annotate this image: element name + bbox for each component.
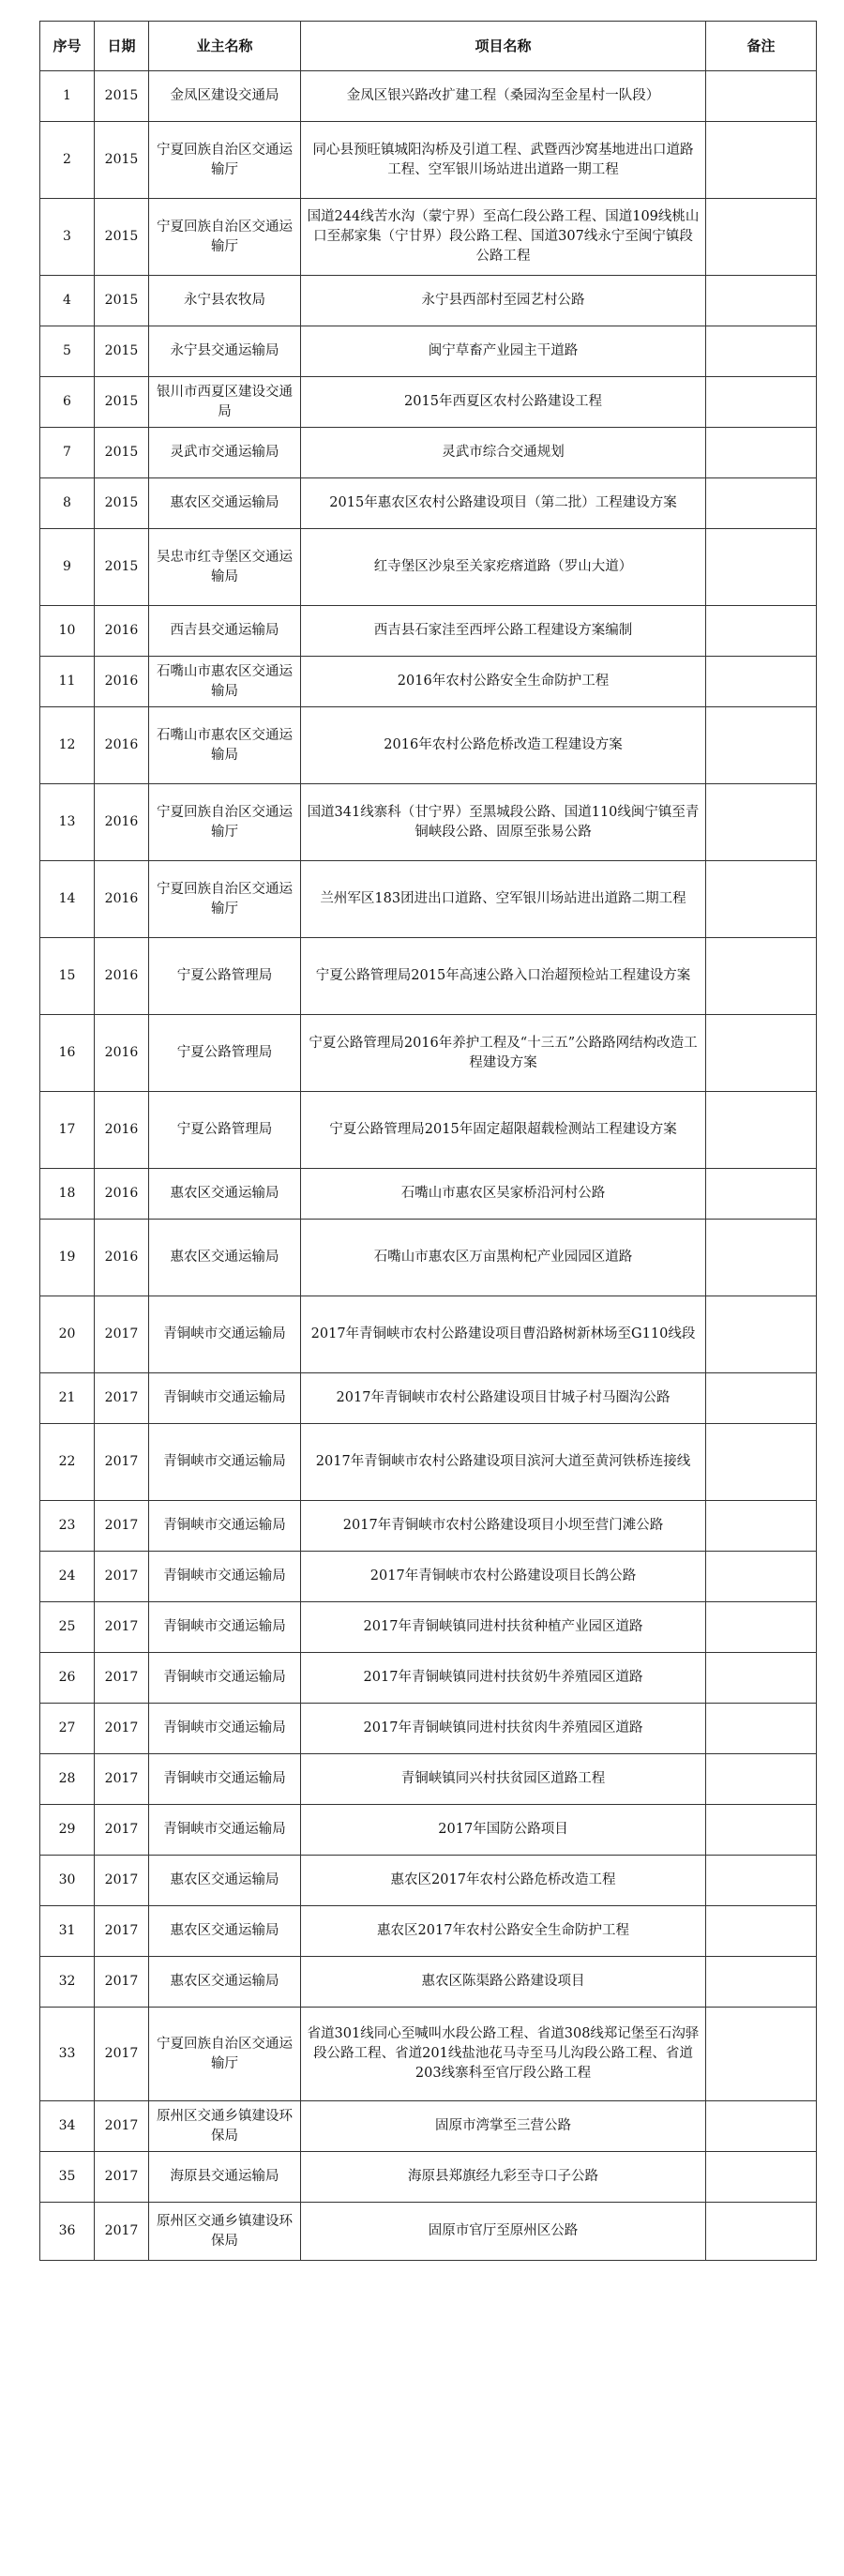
table-row [40, 276, 817, 326]
date-cell: 2017 [95, 1754, 149, 1805]
project-name-cell: 国道341线寨科（甘宁界）至黑城段公路、国道110线闽宁镇至青铜峡段公路、固原至张易公路 [301, 784, 706, 861]
table-row [40, 199, 817, 276]
remarks-cell [706, 1552, 817, 1602]
remarks-cell [706, 1092, 817, 1169]
table-row [40, 861, 817, 938]
serial-number-cell: 13 [40, 784, 95, 861]
remarks-cell [706, 707, 817, 784]
table-row [40, 1373, 817, 1424]
date-cell: 2016 [95, 1220, 149, 1296]
project-name-cell: 宁夏公路管理局2016年养护工程及“十三五”公路路网结构改造工程建设方案 [301, 1015, 706, 1092]
serial-number-cell: 25 [40, 1602, 95, 1653]
remarks-cell [706, 1602, 817, 1653]
table-body [40, 71, 817, 2261]
serial-number-cell: 32 [40, 1957, 95, 2008]
table-row [40, 784, 817, 861]
owner-name-cell: 青铜峡市交通运输局 [149, 1704, 301, 1754]
date-cell: 2017 [95, 2101, 149, 2152]
owner-name-cell: 原州区交通乡镇建设环保局 [149, 2101, 301, 2152]
project-name-cell: 省道301线同心至喊叫水段公路工程、省道308线郑记堡至石沟驿段公路工程、省道201线盐池花马寺至马儿沟段公路工程、省道203线寨科至官厅段公路工程 [301, 2008, 706, 2101]
date-cell: 2015 [95, 71, 149, 122]
serial-number-cell: 28 [40, 1754, 95, 1805]
date-cell: 2017 [95, 1805, 149, 1856]
serial-number-cell: 27 [40, 1704, 95, 1754]
project-name-cell: 海原县郑旗经九彩至寺口子公路 [301, 2152, 706, 2203]
date-cell: 2016 [95, 1015, 149, 1092]
table-row [40, 1906, 817, 1957]
table-row [40, 1754, 817, 1805]
table-row [40, 2008, 817, 2101]
table-row [40, 1653, 817, 1704]
remarks-cell [706, 276, 817, 326]
owner-name-cell: 海原县交通运输局 [149, 2152, 301, 2203]
project-name-cell: 2017年青铜峡镇同进村扶贫奶牛养殖园区道路 [301, 1653, 706, 1704]
header-date: 日期 [95, 22, 149, 71]
serial-number-cell: 34 [40, 2101, 95, 2152]
date-cell: 2017 [95, 2203, 149, 2261]
owner-name-cell: 惠农区交通运输局 [149, 1957, 301, 2008]
owner-name-cell: 原州区交通乡镇建设环保局 [149, 2203, 301, 2261]
table-row [40, 1957, 817, 2008]
date-cell: 2017 [95, 1296, 149, 1373]
header-row [40, 22, 817, 71]
serial-number-cell: 30 [40, 1856, 95, 1906]
remarks-cell [706, 657, 817, 707]
project-name-cell: 闽宁草畜产业园主干道路 [301, 326, 706, 377]
owner-name-cell: 石嘴山市惠农区交通运输局 [149, 657, 301, 707]
date-cell: 2017 [95, 2152, 149, 2203]
project-name-cell: 2016年农村公路危桥改造工程建设方案 [301, 707, 706, 784]
serial-number-cell: 7 [40, 428, 95, 478]
project-name-cell: 石嘴山市惠农区万亩黑枸杞产业园园区道路 [301, 1220, 706, 1296]
serial-number-cell: 16 [40, 1015, 95, 1092]
table-row [40, 529, 817, 606]
remarks-cell [706, 326, 817, 377]
table-row [40, 1220, 817, 1296]
date-cell: 2017 [95, 1602, 149, 1653]
serial-number-cell: 23 [40, 1501, 95, 1552]
table-row [40, 2152, 817, 2203]
table-row [40, 1805, 817, 1856]
serial-number-cell: 3 [40, 199, 95, 276]
owner-name-cell: 银川市西夏区建设交通局 [149, 377, 301, 428]
project-name-cell: 兰州军区183团进出口道路、空军银川场站进出道路二期工程 [301, 861, 706, 938]
serial-number-cell: 9 [40, 529, 95, 606]
owner-name-cell: 青铜峡市交通运输局 [149, 1552, 301, 1602]
header-serial-number: 序号 [40, 22, 95, 71]
table-row [40, 478, 817, 529]
owner-name-cell: 惠农区交通运输局 [149, 1169, 301, 1220]
remarks-cell [706, 122, 817, 199]
project-name-cell: 惠农区2017年农村公路安全生命防护工程 [301, 1906, 706, 1957]
date-cell: 2016 [95, 784, 149, 861]
serial-number-cell: 8 [40, 478, 95, 529]
table-row [40, 1092, 817, 1169]
table-row [40, 657, 817, 707]
table-row [40, 1856, 817, 1906]
serial-number-cell: 26 [40, 1653, 95, 1704]
header-project-name: 项目名称 [301, 22, 706, 71]
serial-number-cell: 33 [40, 2008, 95, 2101]
serial-number-cell: 2 [40, 122, 95, 199]
date-cell: 2017 [95, 1957, 149, 2008]
date-cell: 2015 [95, 529, 149, 606]
date-cell: 2017 [95, 1501, 149, 1552]
date-cell: 2016 [95, 1092, 149, 1169]
table-row [40, 707, 817, 784]
owner-name-cell: 青铜峡市交通运输局 [149, 1424, 301, 1501]
date-cell: 2015 [95, 326, 149, 377]
remarks-cell [706, 2152, 817, 2203]
table-row [40, 1015, 817, 1092]
owner-name-cell: 青铜峡市交通运输局 [149, 1602, 301, 1653]
project-name-cell: 2015年惠农区农村公路建设项目（第二批）工程建设方案 [301, 478, 706, 529]
remarks-cell [706, 1653, 817, 1704]
project-name-cell: 宁夏公路管理局2015年固定超限超载检测站工程建设方案 [301, 1092, 706, 1169]
owner-name-cell: 青铜峡市交通运输局 [149, 1754, 301, 1805]
serial-number-cell: 21 [40, 1373, 95, 1424]
project-name-cell: 灵武市综合交通规划 [301, 428, 706, 478]
date-cell: 2015 [95, 276, 149, 326]
owner-name-cell: 永宁县交通运输局 [149, 326, 301, 377]
date-cell: 2015 [95, 122, 149, 199]
owner-name-cell: 青铜峡市交通运输局 [149, 1373, 301, 1424]
project-name-cell: 固原市湾掌至三营公路 [301, 2101, 706, 2152]
project-name-cell: 永宁县西部村至园艺村公路 [301, 276, 706, 326]
table-row [40, 71, 817, 122]
table-row [40, 1602, 817, 1653]
owner-name-cell: 惠农区交通运输局 [149, 478, 301, 529]
serial-number-cell: 11 [40, 657, 95, 707]
serial-number-cell: 35 [40, 2152, 95, 2203]
serial-number-cell: 4 [40, 276, 95, 326]
project-name-cell: 惠农区2017年农村公路危桥改造工程 [301, 1856, 706, 1906]
table-row [40, 1552, 817, 1602]
project-name-cell: 国道244线苦水沟（蒙宁界）至高仁段公路工程、国道109线桃山口至郝家集（宁甘界）段公路工程、国道307线永宁至闽宁镇段公路工程 [301, 199, 706, 276]
remarks-cell [706, 1805, 817, 1856]
serial-number-cell: 10 [40, 606, 95, 657]
date-cell: 2016 [95, 657, 149, 707]
remarks-cell [706, 1906, 817, 1957]
serial-number-cell: 12 [40, 707, 95, 784]
project-name-cell: 2017年青铜峡市农村公路建设项目曹沿路树新林场至G110线段 [301, 1296, 706, 1373]
table-row [40, 2101, 817, 2152]
owner-name-cell: 惠农区交通运输局 [149, 1220, 301, 1296]
serial-number-cell: 17 [40, 1092, 95, 1169]
remarks-cell [706, 2101, 817, 2152]
project-name-cell: 2015年西夏区农村公路建设工程 [301, 377, 706, 428]
project-name-cell: 2017年青铜峡镇同进村扶贫肉牛养殖园区道路 [301, 1704, 706, 1754]
owner-name-cell: 青铜峡市交通运输局 [149, 1296, 301, 1373]
owner-name-cell: 宁夏回族自治区交通运输厅 [149, 861, 301, 938]
remarks-cell [706, 2203, 817, 2261]
project-name-cell: 2017年青铜峡镇同进村扶贫种植产业园区道路 [301, 1602, 706, 1653]
owner-name-cell: 惠农区交通运输局 [149, 1906, 301, 1957]
remarks-cell [706, 1704, 817, 1754]
table-row [40, 606, 817, 657]
remarks-cell [706, 1296, 817, 1373]
date-cell: 2016 [95, 606, 149, 657]
project-name-cell: 石嘴山市惠农区吴家桥沿河村公路 [301, 1169, 706, 1220]
remarks-cell [706, 606, 817, 657]
table-row [40, 1169, 817, 1220]
date-cell: 2017 [95, 1856, 149, 1906]
remarks-cell [706, 1220, 817, 1296]
owner-name-cell: 西吉县交通运输局 [149, 606, 301, 657]
project-name-cell: 惠农区陈渠路公路建设项目 [301, 1957, 706, 2008]
date-cell: 2015 [95, 199, 149, 276]
owner-name-cell: 宁夏公路管理局 [149, 1015, 301, 1092]
owner-name-cell: 宁夏回族自治区交通运输厅 [149, 199, 301, 276]
header-owner-name: 业主名称 [149, 22, 301, 71]
table-row [40, 377, 817, 428]
remarks-cell [706, 1856, 817, 1906]
project-name-cell: 西吉县石家洼至西坪公路工程建设方案编制 [301, 606, 706, 657]
table-row [40, 938, 817, 1015]
owner-name-cell: 惠农区交通运输局 [149, 1856, 301, 1906]
owner-name-cell: 宁夏公路管理局 [149, 1092, 301, 1169]
date-cell: 2016 [95, 707, 149, 784]
remarks-cell [706, 938, 817, 1015]
date-cell: 2017 [95, 1704, 149, 1754]
date-cell: 2017 [95, 1373, 149, 1424]
date-cell: 2016 [95, 861, 149, 938]
serial-number-cell: 15 [40, 938, 95, 1015]
remarks-cell [706, 428, 817, 478]
project-name-cell: 金凤区银兴路改扩建工程（桑园沟至金星村一队段） [301, 71, 706, 122]
remarks-cell [706, 1754, 817, 1805]
owner-name-cell: 永宁县农牧局 [149, 276, 301, 326]
serial-number-cell: 22 [40, 1424, 95, 1501]
date-cell: 2017 [95, 1552, 149, 1602]
header-remarks: 备注 [706, 22, 817, 71]
date-cell: 2017 [95, 2008, 149, 2101]
project-name-cell: 2016年农村公路安全生命防护工程 [301, 657, 706, 707]
table-row [40, 1704, 817, 1754]
remarks-cell [706, 71, 817, 122]
date-cell: 2016 [95, 1169, 149, 1220]
remarks-cell [706, 2008, 817, 2101]
serial-number-cell: 5 [40, 326, 95, 377]
owner-name-cell: 宁夏回族自治区交通运输厅 [149, 2008, 301, 2101]
remarks-cell [706, 377, 817, 428]
remarks-cell [706, 1169, 817, 1220]
project-name-cell: 2017年青铜峡市农村公路建设项目甘城子村马圈沟公路 [301, 1373, 706, 1424]
project-name-cell: 固原市官厅至原州区公路 [301, 2203, 706, 2261]
date-cell: 2015 [95, 377, 149, 428]
date-cell: 2016 [95, 938, 149, 1015]
remarks-cell [706, 199, 817, 276]
serial-number-cell: 19 [40, 1220, 95, 1296]
project-table [39, 21, 817, 2261]
serial-number-cell: 20 [40, 1296, 95, 1373]
table-row [40, 428, 817, 478]
project-name-cell: 同心县预旺镇城阳沟桥及引道工程、武暨西沙窝基地进出口道路工程、空军银川场站进出道路一期工程 [301, 122, 706, 199]
serial-number-cell: 1 [40, 71, 95, 122]
owner-name-cell: 吴忠市红寺堡区交通运输局 [149, 529, 301, 606]
project-name-cell: 2017年青铜峡市农村公路建设项目滨河大道至黄河铁桥连接线 [301, 1424, 706, 1501]
serial-number-cell: 24 [40, 1552, 95, 1602]
date-cell: 2015 [95, 478, 149, 529]
project-name-cell: 2017年青铜峡市农村公路建设项目长鸽公路 [301, 1552, 706, 1602]
serial-number-cell: 31 [40, 1906, 95, 1957]
remarks-cell [706, 1424, 817, 1501]
date-cell: 2017 [95, 1906, 149, 1957]
project-name-cell: 青铜峡镇同兴村扶贫园区道路工程 [301, 1754, 706, 1805]
owner-name-cell: 石嘴山市惠农区交通运输局 [149, 707, 301, 784]
date-cell: 2015 [95, 428, 149, 478]
table-row [40, 1501, 817, 1552]
project-name-cell: 红寺堡区沙泉至关家疙瘩道路（罗山大道） [301, 529, 706, 606]
remarks-cell [706, 1501, 817, 1552]
date-cell: 2017 [95, 1424, 149, 1501]
serial-number-cell: 18 [40, 1169, 95, 1220]
owner-name-cell: 青铜峡市交通运输局 [149, 1501, 301, 1552]
remarks-cell [706, 1957, 817, 2008]
remarks-cell [706, 1373, 817, 1424]
serial-number-cell: 29 [40, 1805, 95, 1856]
owner-name-cell: 灵武市交通运输局 [149, 428, 301, 478]
project-name-cell: 宁夏公路管理局2015年高速公路入口治超预检站工程建设方案 [301, 938, 706, 1015]
owner-name-cell: 金凤区建设交通局 [149, 71, 301, 122]
date-cell: 2017 [95, 1653, 149, 1704]
serial-number-cell: 36 [40, 2203, 95, 2261]
table-row [40, 2203, 817, 2261]
table-row [40, 1424, 817, 1501]
project-name-cell: 2017年国防公路项目 [301, 1805, 706, 1856]
owner-name-cell: 宁夏公路管理局 [149, 938, 301, 1015]
table-row [40, 326, 817, 377]
project-name-cell: 2017年青铜峡市农村公路建设项目小坝至营门滩公路 [301, 1501, 706, 1552]
remarks-cell [706, 784, 817, 861]
remarks-cell [706, 861, 817, 938]
remarks-cell [706, 529, 817, 606]
owner-name-cell: 青铜峡市交通运输局 [149, 1653, 301, 1704]
owner-name-cell: 宁夏回族自治区交通运输厅 [149, 784, 301, 861]
serial-number-cell: 14 [40, 861, 95, 938]
table-row [40, 1296, 817, 1373]
table-row [40, 122, 817, 199]
owner-name-cell: 宁夏回族自治区交通运输厅 [149, 122, 301, 199]
owner-name-cell: 青铜峡市交通运输局 [149, 1805, 301, 1856]
remarks-cell [706, 478, 817, 529]
serial-number-cell: 6 [40, 377, 95, 428]
remarks-cell [706, 1015, 817, 1092]
